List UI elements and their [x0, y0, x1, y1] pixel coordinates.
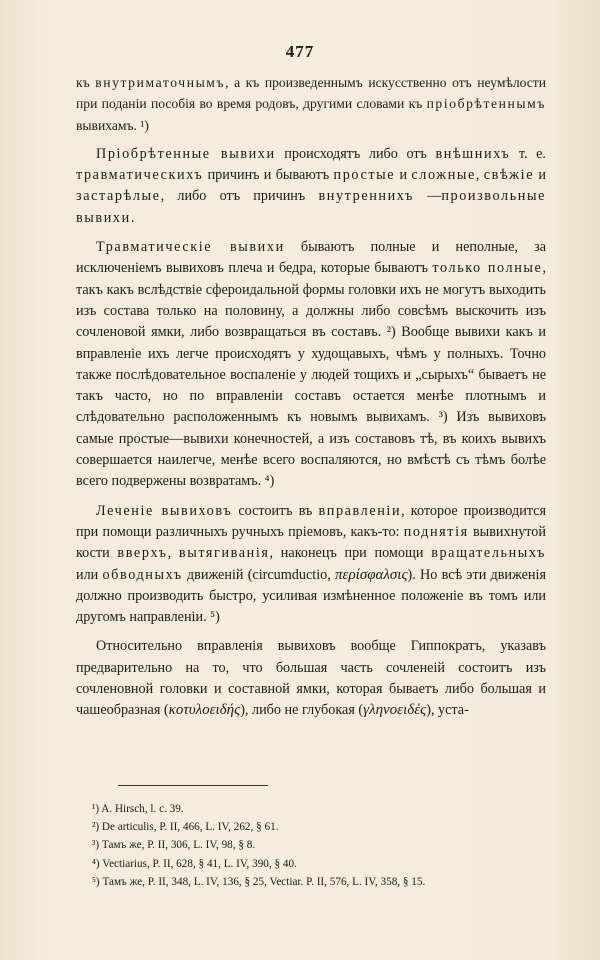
footnote	[92, 818, 562, 836]
paragraph-3	[76, 237, 546, 493]
spaced-emphasis: травматическихъ	[76, 167, 204, 184]
spaced-emphasis: внутриматочнымъ	[95, 75, 226, 90]
spaced-emphasis: поднятія	[403, 523, 469, 540]
paragraph-1	[76, 72, 546, 136]
footnote-text: Тамъ же, P. II, 306, L. IV, 98, § 8.	[99, 839, 256, 852]
footnote	[92, 855, 562, 873]
spaced-emphasis: Травматическіе вывихи	[96, 239, 285, 256]
footnote-text: De articulis, P. II, 466, L. IV, 262, § 61.	[99, 821, 279, 834]
main-text	[76, 72, 546, 722]
spaced-emphasis: внѣшнихъ	[435, 145, 511, 162]
text-run: происходятъ либо отъ	[275, 145, 436, 162]
spaced-emphasis: вправленіи	[318, 502, 402, 519]
greek-term: κοτυλοειδής	[168, 702, 241, 719]
footnote	[92, 873, 562, 891]
text-run: и	[395, 167, 412, 184]
text-run: ,	[475, 167, 484, 184]
spaced-emphasis: вытягиванія	[178, 545, 270, 562]
paragraph-4	[76, 501, 546, 629]
text-run: , либо отъ причинъ	[160, 188, 319, 205]
spaced-emphasis: вверхъ	[117, 545, 168, 562]
footnote-text: A. Hirsch, l. c. 39.	[99, 803, 184, 815]
text-run: вывихамъ. ¹)	[76, 117, 149, 133]
spaced-emphasis: Пріобрѣтенные вывихи	[96, 145, 276, 162]
text-run: ), уста-	[426, 702, 469, 719]
footnote-text: Vectiarius, P. II, 628, § 41, L. IV, 390, § 40.	[99, 857, 297, 870]
text-run: бываютъ полные и неполные, за исключеніемъ вывиховъ плеча и бедра, которые бываютъ	[76, 239, 546, 277]
text-run: къ	[76, 75, 96, 90]
text-run: т. е.	[510, 145, 546, 162]
text-run: причинъ и бываютъ	[203, 167, 334, 184]
spaced-emphasis: Леченіе вывиховъ	[96, 502, 233, 519]
text-run: и	[534, 167, 546, 184]
footnote-divider	[118, 785, 268, 786]
spaced-emphasis: только полные	[432, 260, 543, 277]
spaced-emphasis: свѣжіе	[483, 167, 535, 184]
text-run: состоитъ въ	[232, 502, 319, 519]
text-run: , а къ произведеннымъ искусственно отъ неумѣлости при поданіи пособія во время родовъ, другими словами къ	[76, 75, 546, 112]
footnote-mark: ²)	[92, 821, 100, 834]
footnote-mark: ⁴)	[92, 857, 100, 870]
footnote-mark: ⁵)	[92, 875, 100, 888]
footnote	[92, 836, 562, 854]
spaced-emphasis: простые	[333, 167, 396, 184]
paragraph-2	[76, 144, 546, 229]
footnotes	[92, 800, 562, 891]
text-run: —	[413, 188, 442, 205]
footnote-mark: ³)	[92, 839, 100, 852]
page-number: 477	[285, 42, 315, 61]
spaced-emphasis: сложные	[411, 167, 476, 184]
text-run: вывихнутой кости	[76, 523, 546, 562]
paragraph-5	[76, 636, 546, 721]
text-run: ,	[167, 545, 179, 562]
text-run: Относительно вправленія вывиховъ вообще Гиппократъ, указавъ предварительно на то, что большая часть сочленеій состоитъ изъ сочленовной головки и составной ямки, которая бываетъ либо большая и чашеобразная (	[76, 638, 546, 719]
spaced-emphasis: пріобрѣтеннымъ	[426, 96, 546, 112]
spaced-emphasis: застарѣлые	[76, 188, 161, 205]
text-run: движеній (circumductio,	[182, 566, 336, 583]
footnote	[92, 800, 562, 818]
text-run: ). Но всѣ эти движенія должно производить быстро, усиливая измѣненное положеніе въ томъ или другомъ направленіи. ⁵)	[76, 566, 546, 626]
footnote-mark: ¹)	[92, 803, 100, 815]
spaced-emphasis: внутреннихъ	[318, 188, 414, 205]
footnote-text: Тамъ же, P. II, 348, L. IV, 136, § 25, Vectiar. P. II, 576, L. IV, 358, § 15.	[99, 875, 426, 888]
spaced-emphasis: обводныхъ	[102, 566, 183, 583]
spaced-emphasis: вращательныхъ	[431, 545, 546, 562]
text-run: .	[130, 209, 135, 226]
text-run: , такъ какъ вслѣдствіе сфероидальной формы головки ихъ не могутъ выходить изъ состава только на половину, а должны либо совсѣмъ выскочить изъ сочленовой ямки, либо возвращаться въ составъ. ²) Вообще вывихи какъ и вправленіе ихъ легче происходятъ у худощавыхъ, чѣмъ у полныхъ. Точно также послѣдовательное воспаленіе у людей тощихъ и „сырыхъ“ бываетъ не такъ часто, но по вправленіи составъ остается менѣе плотнымъ и слѣдовательно расположеннымъ къ новымъ вывихамъ. ³) Изъ вывиховъ самые простые—вывихи конечностей, а изъ составовъ тѣ, въ коихъ вывихъ совершается наилегче, менѣе всего воспаляются, но вмѣстѣ съ тѣмъ болѣе всего подвержены возвратамъ. ⁴)	[76, 260, 546, 490]
text-run: , которое производится при помощи различныхъ ручныхъ пріемовъ, какъ-то:	[76, 502, 546, 540]
text-run: или	[76, 566, 103, 583]
greek-term: γληνοειδές	[363, 702, 427, 719]
greek-term: περίσφαλσις	[335, 566, 408, 583]
text-run: , наконецъ при помощи	[269, 545, 432, 562]
text-run: ), либо не глубокая (	[240, 702, 364, 719]
spaced-emphasis: произвольные вывихи	[76, 188, 546, 226]
